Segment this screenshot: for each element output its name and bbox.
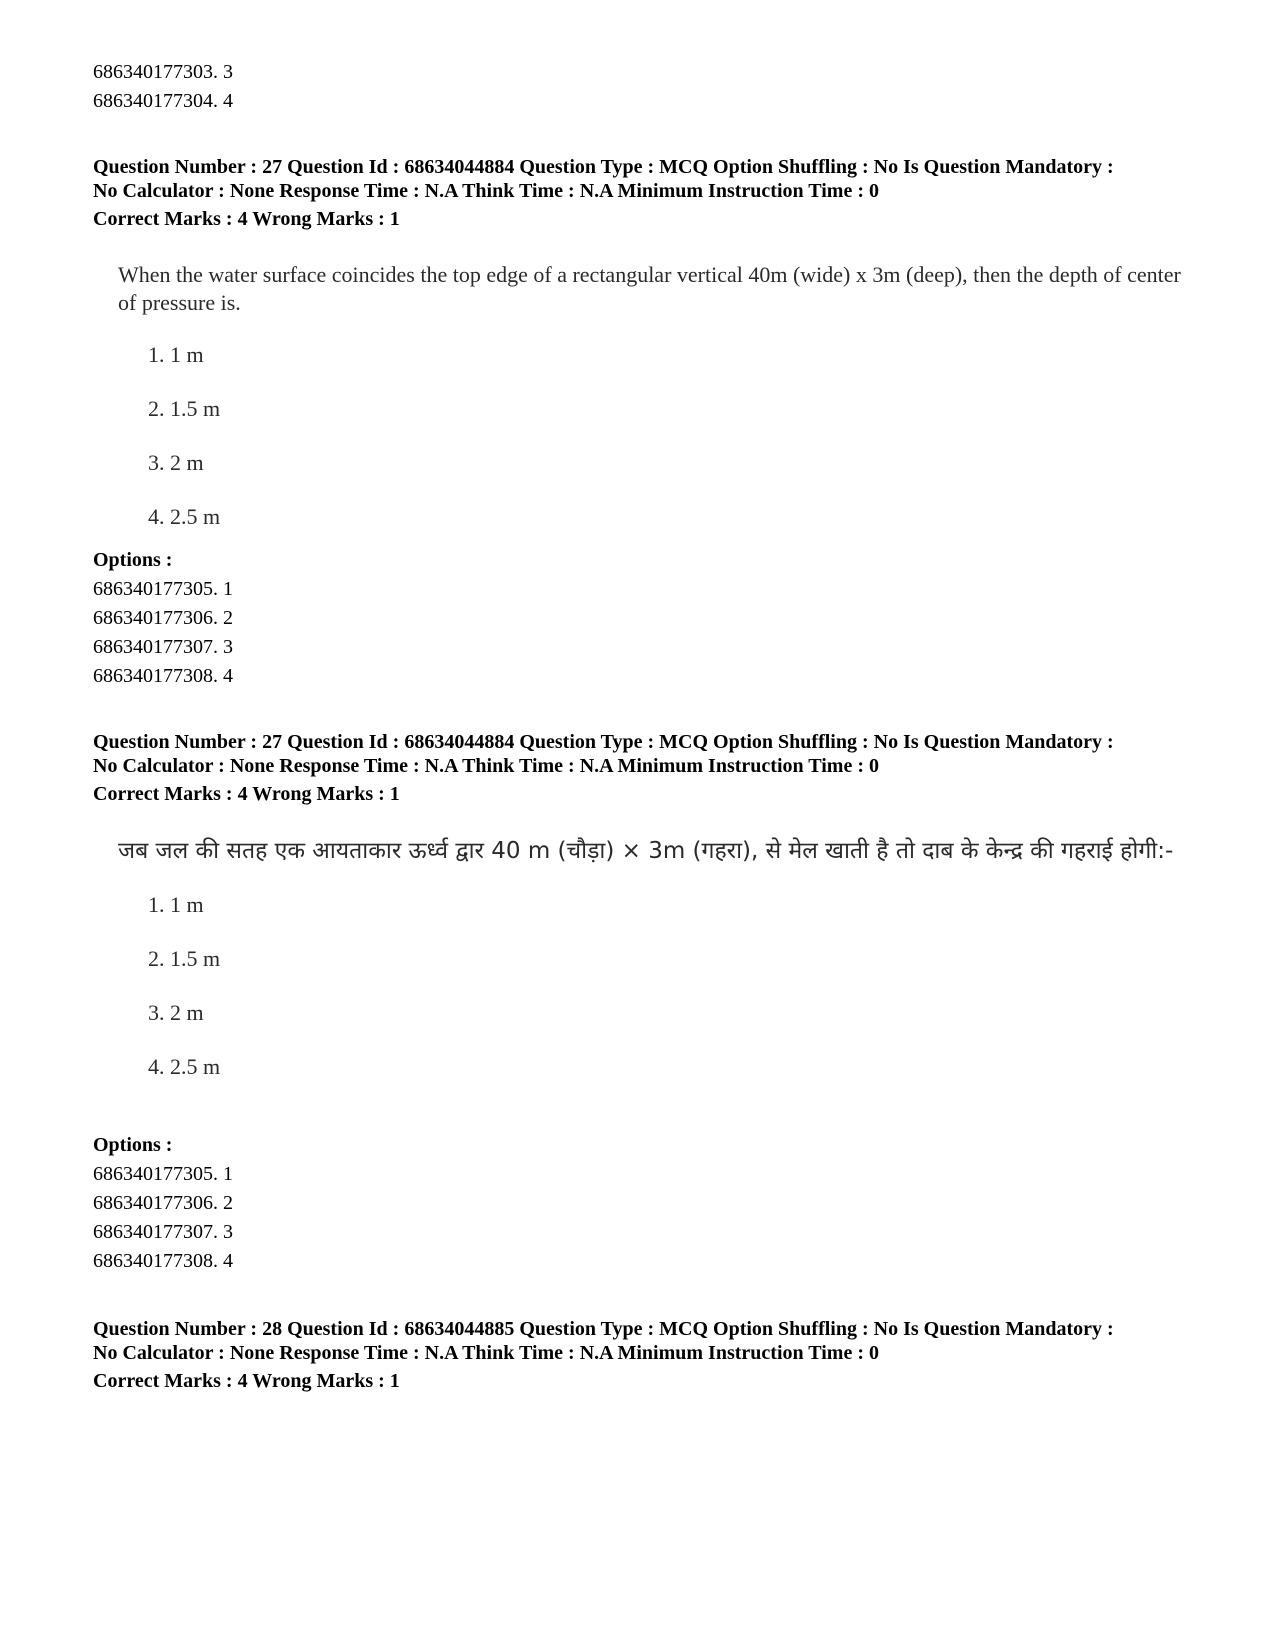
- option-line: 686340177308. 4: [93, 1250, 233, 1272]
- options-label: Options :: [93, 1134, 173, 1156]
- question-meta-line2: No Calculator : None Response Time : N.A Think Time : N.A Minimum Instruction Time : 0: [93, 180, 879, 202]
- option-line: 686340177306. 2: [93, 607, 233, 629]
- question-marks: Correct Marks : 4 Wrong Marks : 1: [93, 783, 400, 805]
- question-options: [93, 546, 1213, 691]
- choice-item: 4. 2.5 m: [148, 1054, 221, 1079]
- question-meta-line1: Question Number : 28 Question Id : 68634044885 Question Type : MCQ Option Shuffling : No Is Question Mandatory :: [93, 1318, 1114, 1340]
- option-line: 686340177304. 4: [93, 90, 233, 112]
- question-metadata: [93, 155, 1213, 231]
- question-meta-line1: Question Number : 27 Question Id : 68634044884 Question Type : MCQ Option Shuffling : No Is Question Mandatory :: [93, 731, 1114, 753]
- choice-item: 3. 2 m: [148, 1000, 204, 1025]
- choice-item: 1. 1 m: [148, 892, 204, 917]
- choice-item: 4. 2.5 m: [148, 504, 221, 529]
- question-choices: [148, 341, 1198, 531]
- question-meta-line2: No Calculator : None Response Time : N.A Think Time : N.A Minimum Instruction Time : 0: [93, 755, 879, 777]
- question-choices: [148, 891, 1198, 1081]
- question-options: [93, 1131, 1213, 1276]
- question-content: [118, 835, 1198, 1107]
- question-meta-line1: Question Number : 27 Question Id : 68634044884 Question Type : MCQ Option Shuffling : No Is Question Mandatory :: [93, 156, 1114, 178]
- question-text: जब जल की सतह एक आयताकार ऊर्ध्व द्वार 40 m (चौड़ा) × 3m (गहरा), से मेल खाती है तो दाब के केन्द्र की गहराई होगी:-: [118, 838, 1174, 864]
- option-line: 686340177305. 1: [93, 1163, 233, 1185]
- choice-item: 3. 2 m: [148, 450, 204, 475]
- choice-item: 2. 1.5 m: [148, 396, 221, 421]
- previous-question-options: [93, 58, 1213, 116]
- choice-item: 2. 1.5 m: [148, 946, 221, 971]
- option-line: 686340177306. 2: [93, 1192, 233, 1214]
- question-content: [118, 261, 1198, 557]
- question-marks: Correct Marks : 4 Wrong Marks : 1: [93, 208, 400, 230]
- question-metadata: [93, 1317, 1213, 1393]
- question-meta-line2: No Calculator : None Response Time : N.A Think Time : N.A Minimum Instruction Time : 0: [93, 1342, 879, 1364]
- options-label: Options :: [93, 549, 173, 571]
- option-line: 686340177303. 3: [93, 61, 233, 83]
- option-line: 686340177305. 1: [93, 578, 233, 600]
- question-metadata: [93, 730, 1213, 806]
- choice-item: 1. 1 m: [148, 342, 204, 367]
- question-text: When the water surface coincides the top edge of a rectangular vertical 40m (wide) x 3m (deep), then the depth of center of pressure is.: [118, 262, 1181, 315]
- question-marks: Correct Marks : 4 Wrong Marks : 1: [93, 1370, 400, 1392]
- option-line: 686340177307. 3: [93, 636, 233, 658]
- option-line: 686340177308. 4: [93, 665, 233, 687]
- option-line: 686340177307. 3: [93, 1221, 233, 1243]
